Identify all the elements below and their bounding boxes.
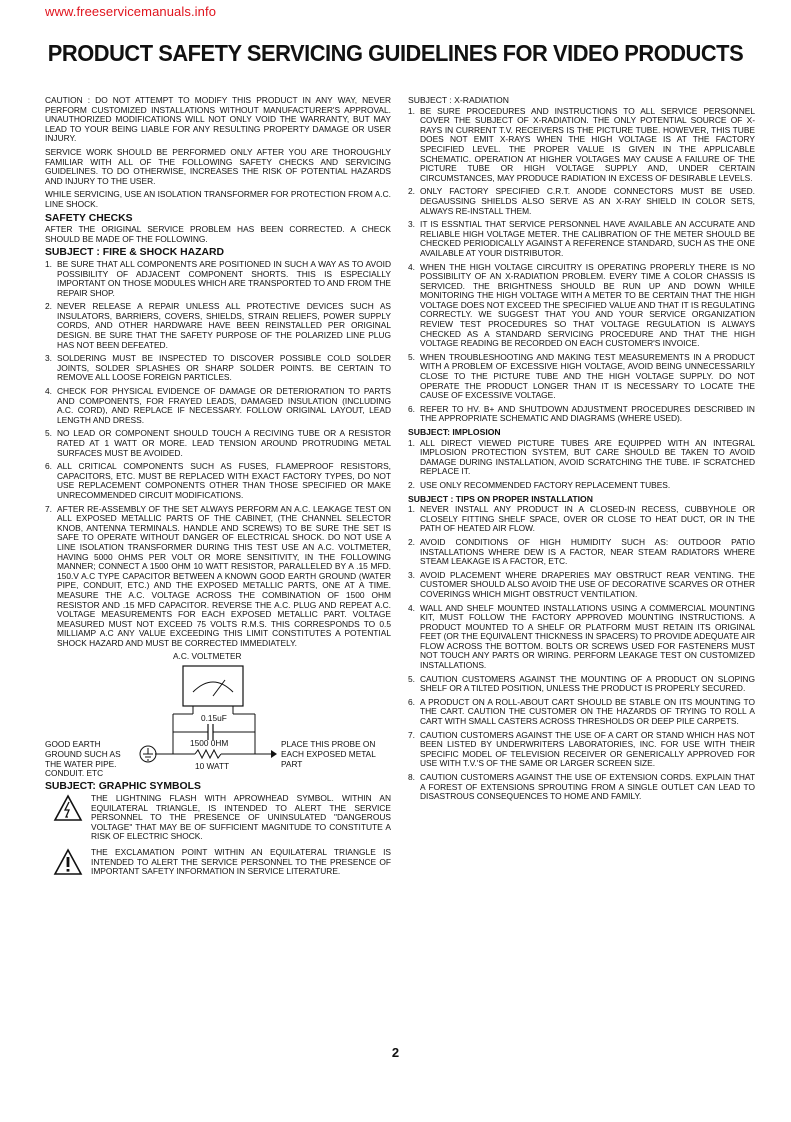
graphic-symbols-heading: SUBJECT: GRAPHIC SYMBOLS bbox=[45, 781, 201, 793]
list-item: 1. NEVER INSTALL ANY PRODUCT IN A CLOSED-IN RECESS, CUBBYHOLE OR CLOSELY FITTING SHELF SPACE, OVER OR CLOSE TO HEAT DUCT, OR IN THE PATH OF HEATED AIR FLOW. bbox=[408, 504, 755, 534]
safety-checks-text: AFTER THE ORIGINAL SERVICE PROBLEM HAS BEEN CORRECTED. A CHECK SHOULD BE MADE OF THE FOLLOWING. bbox=[45, 224, 391, 244]
voltmeter-scale bbox=[193, 682, 233, 692]
implosion-heading: SUBJECT: IMPLOSION bbox=[408, 427, 501, 437]
list-item: 1. BE SURE THAT ALL COMPONENTS ARE POSITIONED IN SUCH A WAY AS TO AVOID POSSIBILITY OF ADJACENT COMPONENT SHORTS. THIS IS ESPECIALLY IMPORTANT ON THOSE MODULES WHICH ARE TRANSPORTED TO AND FROM THE REPAIR SHOP. bbox=[45, 258, 391, 298]
voltmeter-label: A.C. VOLTMETER bbox=[173, 651, 242, 662]
xray-list bbox=[408, 107, 755, 424]
fire-shock-list bbox=[45, 260, 391, 649]
list-item: 2. NEVER RELEASE A REPAIR UNLESS ALL PROTECTIVE DEVICES SUCH AS INSULATORS, BARRIERS, COVERS, SHIELDS, STRAIN RELIEFS, POWER SUPPLY CORDS, AND OTHER HARDWARE HAVE BEEN REINSTALLED PER ORIGINAL DESIGN. BE SURE THAT THE SAFETY PURPOSE OF THE POLARIZED LINE PLUG HAS NOT BEEN DEFEATED. bbox=[45, 301, 391, 350]
list-item: 1. ALL DIRECT VIEWED PICTURE TUBES ARE EQUIPPED WITH AN INTEGRAL IMPLOSION PROTECTION SYSTEM, BUT CARE SHOULD BE TAKEN TO AVOID DAMAGE DURING INSTALLATION, AVOID SCRATCHING THE TUBE. IF SCRATCHED REPLACE IT. bbox=[408, 437, 755, 477]
list-item: 7. AFTER RE-ASSEMBLY OF THE SET ALWAYS PERFORM AN A.C. LEAKAGE TEST ON ALL EXPOSED METALLIC PARTS OF THE CABINET, (THE CHANNEL SELECTOR KNOB, ANTENNA TERMINALS. HANDLE AND SCREWS) TO BE SURE THE SET IS SAFE TO OPERATE WITHOUT DANGER OF ELECTRICAL SHOCK. DO NOT USE A LINE ISOLATION TRANSFORMER DURING THIS TEST USE AN A.C. VOLTMETER, HAVING 5000 OHMS PER VOLT OR MORE SENSITIVITY, IN THE FOLLOWING MANNER; CONNECT A 1500 OHM 10 WATT RESISTOR, PARALLELED BY A .15 MFD. 150.V A.C TYPE CAPACITOR BETWEEN A KNOWN GOOD EARTH GROUND (WATER PIPE, CONDUIT, ETC.) AND THE EXPOSED METALLIC PARTS, ONE AT A TIME. MEASURE THE A.C. VOLTAGE ACROSS THE COMBINATION OF 1500 OHM RESISTOR AND .15 MFD CAPACITOR. REVERSE THE A.C. PLUG AND REPEAT A.C. VOLTAGE MEASUREMENTS FOR EACH EXPOSED METALLIC PART. VOLTAGE MEASURED MUST NOT EXCEED 75 VOLTS R.M.S. THIS CORRESPONDS TO 0.5 MILLIAMP A.C ANY VALUE EXCEEDING THIS LIMIT CONSTITUTES A POTENTIAL SHOCK HAZARD AND MUST BE CORRECTED IMMEDIATELY. bbox=[45, 503, 391, 648]
xray-heading: SUBJECT : X-RADIATION bbox=[408, 95, 509, 105]
page-title: PRODUCT SAFETY SERVICING GUIDELINES FOR VIDEO PRODUCTS bbox=[47, 40, 744, 66]
tips-heading: SUBJECT : TIPS ON PROPER INSTALLATION bbox=[408, 493, 593, 504]
service-work-paragraph: SERVICE WORK SHOULD BE PERFORMED ONLY AFTER YOU ARE THOROUGHLY FAMILIAR WITH ALL OF THE FOLLOWING SAFETY CHECKS AND SERVICING GUIDELINES. TO DO OTHERWISE, INCREASES THE RISK OF POTENTIAL HAZARDS AND INJURY TO THE USER. bbox=[45, 146, 391, 186]
lightning-triangle-icon bbox=[53, 794, 83, 822]
voltmeter-box bbox=[183, 666, 243, 706]
list-item: 6. A PRODUCT ON A ROLL-ABOUT CART SHOULD BE STABLE ON ITS MOUNTING TO THE CART. CAUTION THE CUSTOMER ON THE HAZARDS OF TRYING TO ROLL A CART WITH SMALL CASTERS ACROSS THRESHOLDS OR DEEP PILE CARPETS. bbox=[408, 696, 755, 727]
exclamation-triangle-icon bbox=[53, 848, 83, 876]
list-item: 4. WHEN THE HIGH VOLTAGE CIRCUITRY IS OPERATING PROPERLY THERE IS NO POSSIBILITY OF AN X-RADIATION PROBLEM. EVERY TIME A COLOR CHASSIS IS SERVICED. THE BRIGHTNESS SHOULD BE RUN UP AND DOWN WHILE MONITORING THE HIGH VOLTAGE WITH A METER TO BE CERTAIN THAT THE HIGH VOLTAGE DOES NOT EXCEED THE SPECIFIED VALUE AND THAT IT IS REGULATING CORRECTLY. WE SUGGEST THAT YOU AND YOUR SERVICE ORGANIZATION REVIEW TEST PROCEDURES SO THAT VOLTAGE REGULATION IS ALWAYS CHECKED AS A STANDARD SERVICING PROCEDURE AND THAT THE HIGH VOLTAGE READING BE RECORDED ON EACH CUSTOMER'S INVOICE. bbox=[408, 261, 755, 349]
list-item: 3. SOLDERING MUST BE INSPECTED TO DISCOVER POSSIBLE COLD SOLDER JOINTS, SOLDER SPLASHES OR SHARP SOLDER POINTS. BE CERTAIN TO REMOVE ALL LOOSE FOREIGN PARTICLES. bbox=[45, 353, 391, 383]
list-item: 2. ONLY FACTORY SPECIFIED C.R.T. ANODE CONNECTORS MUST BE USED. DEGAUSSING SHIELDS ALSO SERVE AS AN X-RAY SHIELD IN COLOR SETS, ALWAYS RE-INSTALL THEM. bbox=[408, 186, 755, 216]
lightning-symbol-text: THE LIGHTNING FLASH WITH APROWHEAD SYMBOL. WITHIN AN EQUILATERAL TRIANGLE, IS INTENDED TO ALERT THE SERVICE PERSONNEL TO THE PRESENCE OF UNINSULATED "DANGEROUS VOLTAGE" THAT MAY BE OF SUFFICIENT MAGNITUDE TO CONSTITUTE A RISK OF ELECTRIC SHOCK. bbox=[91, 793, 391, 842]
list-item: 7. CAUTION CUSTOMERS AGAINST THE USE OF A CART OR STAND WHICH HAS NOT BEEN LISTED BY UNDERWRITERS LABORATORIES, INC. FOR USE WITH THEIR SPECIFIC MODEL OF TELEVISION RECEIVER OR GENERICALLY APPROVED FOR USE WITH T.V.'S OF THE SAME OR LARGER SCREEN SIZE. bbox=[408, 729, 755, 769]
watt-label: 10 WATT bbox=[195, 761, 230, 772]
resistor-zigzag bbox=[195, 750, 221, 758]
list-item: 3. AVOID PLACEMENT WHERE DRAPERIES MAY OBSTRUCT REAR VENTING. THE CUSTOMER SHOULD ALSO AVOID THE USE OF DECORATIVE SCARVES OR OTHER COVERINGS WHICH MIGHT OBSTRUCT VENTILATION. bbox=[408, 569, 755, 599]
ground-label: GOOD EARTH GROUND SUCH AS THE WATER PIPE. CONDUIT. ETC bbox=[45, 739, 121, 779]
exclamation-symbol-text: THE EXCLAMATION POINT WITHIN AN EQUILATERAL TRIANGLE IS INTENDED TO ALERT THE SERVICE PERSONNEL TO THE PRESENCE OF IMPORTANT SAFETY INFORMATION IN SERVICE LITERATURE. bbox=[91, 847, 391, 877]
page-number: 2 bbox=[391, 1045, 400, 1060]
list-item: 3. IT IS ESSNTIAL THAT SERVICE PERSONNEL HAVE AVAILABLE AN ACCURATE AND RELIABLE HIGH VOLTAGE METER. THE CALIBRATION OF THE METER SHOULD BE CHECKED PERIODICALLY AGAINST A REFERENCE STANDARD, SUCH AS THE ONE AVAILABLE AT YOUR DISTRIBUTOR. bbox=[408, 219, 755, 258]
lightning-symbol-row bbox=[45, 794, 391, 842]
left-column bbox=[45, 96, 391, 896]
list-item: 5. CAUTION CUSTOMERS AGAINST THE MOUNTING OF A PRODUCT ON SLOPING SHELF OR A TILTED POSITION, UNLESS THE PRODUCT IS PROPERLY SECURED. bbox=[408, 673, 755, 694]
safety-checks-heading: SAFETY CHECKS bbox=[45, 212, 133, 224]
list-item: 4. WALL AND SHELF MOUNTED INSTALLATIONS USING A COMMERCIAL MOUNTING KIT, MUST FOLLOW THE FACTORY APPROVED MOUNTING INSTRUCTIONS. A PRODUCT MOUNTED TO A SHELF OR PLATFORM MUST RETAIN ITS ORIGINAL FEET (OR THE EQUIVALENT THICKNESS IN SPACERS) TO PROVIDE ADEQUATE AIR FLOW ACROSS THE BOTTOM. BOLTS OR SCREWS USED FOR FASTENERS MUST NOT TOUCH ANY PARTS OR WIRING. PERFORM LEAKAGE TEST ON CUSTOMIZED INSTALLATIONS. bbox=[408, 602, 755, 671]
leakage-test-diagram bbox=[45, 651, 391, 779]
list-item: 6. ALL CRITICAL COMPONENTS SUCH AS FUSES, FLAMEPROOF RESISTORS, CAPACITORS, ETC. MUST BE REPLACED WITH EXACT FACTORY TYPES, DO NOT USE REPLACEMENT COMPONENTS OTHER THAN THOSE SPECIFIED OR MAKE UNRECOMMENDED CIRCUIT MODIFICATIONS. bbox=[45, 461, 391, 500]
list-item: 1. BE SURE PROCEDURES AND INSTRUCTIONS TO ALL SERVICE PERSONNEL COVER THE SUBJECT OF X-RADIATION. THE ONLY POTENTIAL SOURCE OF X-RAYS IN CURRENT T.V. RECEIVERS IS THE PICTURE TUBE. HOWEVER, THIS TUBE DOES NOT EMIT X-RAYS WHEN THE HIGH VOLTAGE IS AT THE FACTORY SPECIFIED LEVEL. THE PROPER VALUE IS GIVEN IN THE APPLICABLE SCHEMATIC. OPERATION AT HIGHER VOLTAGES MAY CAUSE A FAILURE OF THE PICTURE TUBE OR HIGH VOLTAGE SUPPLY AND, UNDER CERTAIN CIRCUMSTANCES, MAY PRODUCE RADIATION IN EXCESS OF DESIRABLE LEVELS. bbox=[408, 105, 755, 183]
list-item: 5. NO LEAD OR COMPONENT SHOULD TOUCH A RECIVING TUBE OR A RESISTOR RATED AT 1 WATT OR MORE. LEAD TENSION AROUND PROTRUDING METAL SURFACES MUST BE AVOIDED. bbox=[45, 428, 391, 458]
implosion-list bbox=[408, 439, 755, 491]
probe-arrow bbox=[271, 750, 277, 758]
list-item: 8. CAUTION CUSTOMERS AGAINST THE USE OF EXTENSION CORDS. EXPLAIN THAT A FOREST OF EXTENSIONS SPROUTING FROM A SINGLE OUTLET CAN LEAD TO DISASTROUS CONSEQUENCES TO HOME AND FAMILY. bbox=[408, 772, 755, 802]
list-item: 6. REFER TO HV. B+ AND SHUTDOWN ADJUSTMENT PROCEDURES DESCRIBED IN THE APPROPRIATE SCHEMATIC AND DIAGRAMS (WHERE USED). bbox=[408, 403, 755, 424]
exclamation-symbol-row bbox=[45, 848, 391, 890]
site-url[interactable]: www.freeservicemanuals.info bbox=[45, 4, 217, 19]
fire-shock-heading: SUBJECT : FIRE & SHOCK HAZARD bbox=[45, 247, 224, 259]
isolation-paragraph: WHILE SERVICING, USE AN ISOLATION TRANSFORMER FOR PROTECTION FROM A.C. LINE SHOCK. bbox=[45, 189, 391, 209]
right-column bbox=[408, 96, 755, 806]
probe-label: PLACE THIS PROBE ON EACH EXPOSED METAL PART bbox=[281, 739, 376, 769]
list-item: 4. CHECK FOR PHYSICAL EVIDENCE OF DAMAGE OR DETERIORATION TO PARTS AND COMPONENTS, FOR FRAYED LEADS, DAMAGED INSULATION (INCLUDING A.C. CORD), AND REPLACE IF NECESSARY. FOLLOW ORIGINAL LAYOUT, LEAD LENGTH AND DRESS. bbox=[45, 386, 391, 425]
capacitor-label: 0.15uF bbox=[201, 713, 227, 724]
list-item: 2. USE ONLY RECOMMENDED FACTORY REPLACEMENT TUBES. bbox=[408, 479, 671, 490]
caution-paragraph: CAUTION : DO NOT ATTEMPT TO MODIFY THIS PRODUCT IN ANY WAY, NEVER PERFORM CUSTOMIZED INSTALLATIONS WITHOUT MANUFACTURER'S APPROVAL. UNAUTHORIZED MODIFICATIONS WILL NOT ONLY VOID THE WARRANTY, BUT MAY LEAD TO YOUR BEING LIABLE FOR ANY RESULTING PROPERTY DAMAGE OR USER INJURY. bbox=[45, 95, 391, 144]
resistor-label: 1500 0HM bbox=[190, 738, 229, 749]
tips-list bbox=[408, 505, 755, 802]
list-item: 2. AVOID CONDITIONS OF HIGH HUMIDITY SUCH AS: OUTDOOR PATIO INSTALLATIONS WHERE DEW IS A FACTOR, NEAR STEAM RADIATORS WHERE STEAM LEAKAGE IS A FACTOR, ETC. bbox=[408, 536, 755, 567]
list-item: 5. WHEN TROUBLESHOOTING AND MAKING TEST MEASUREMENTS IN A PRODUCT WITH A PROBLEM OF EXCESSIVE HIGH VOLTAGE, AVOID BEING UNNECESSARILY CLOSE TO THE PICTURE TUBE AND THE HIGH VOLTAGE SUPPLY. DO NOT OPERATE THE PRODUCT LONGER THAN IT IS NECESSARY TO LOCATE THE CAUSE OF EXCESSIVE VOLTAGE. bbox=[408, 351, 755, 401]
